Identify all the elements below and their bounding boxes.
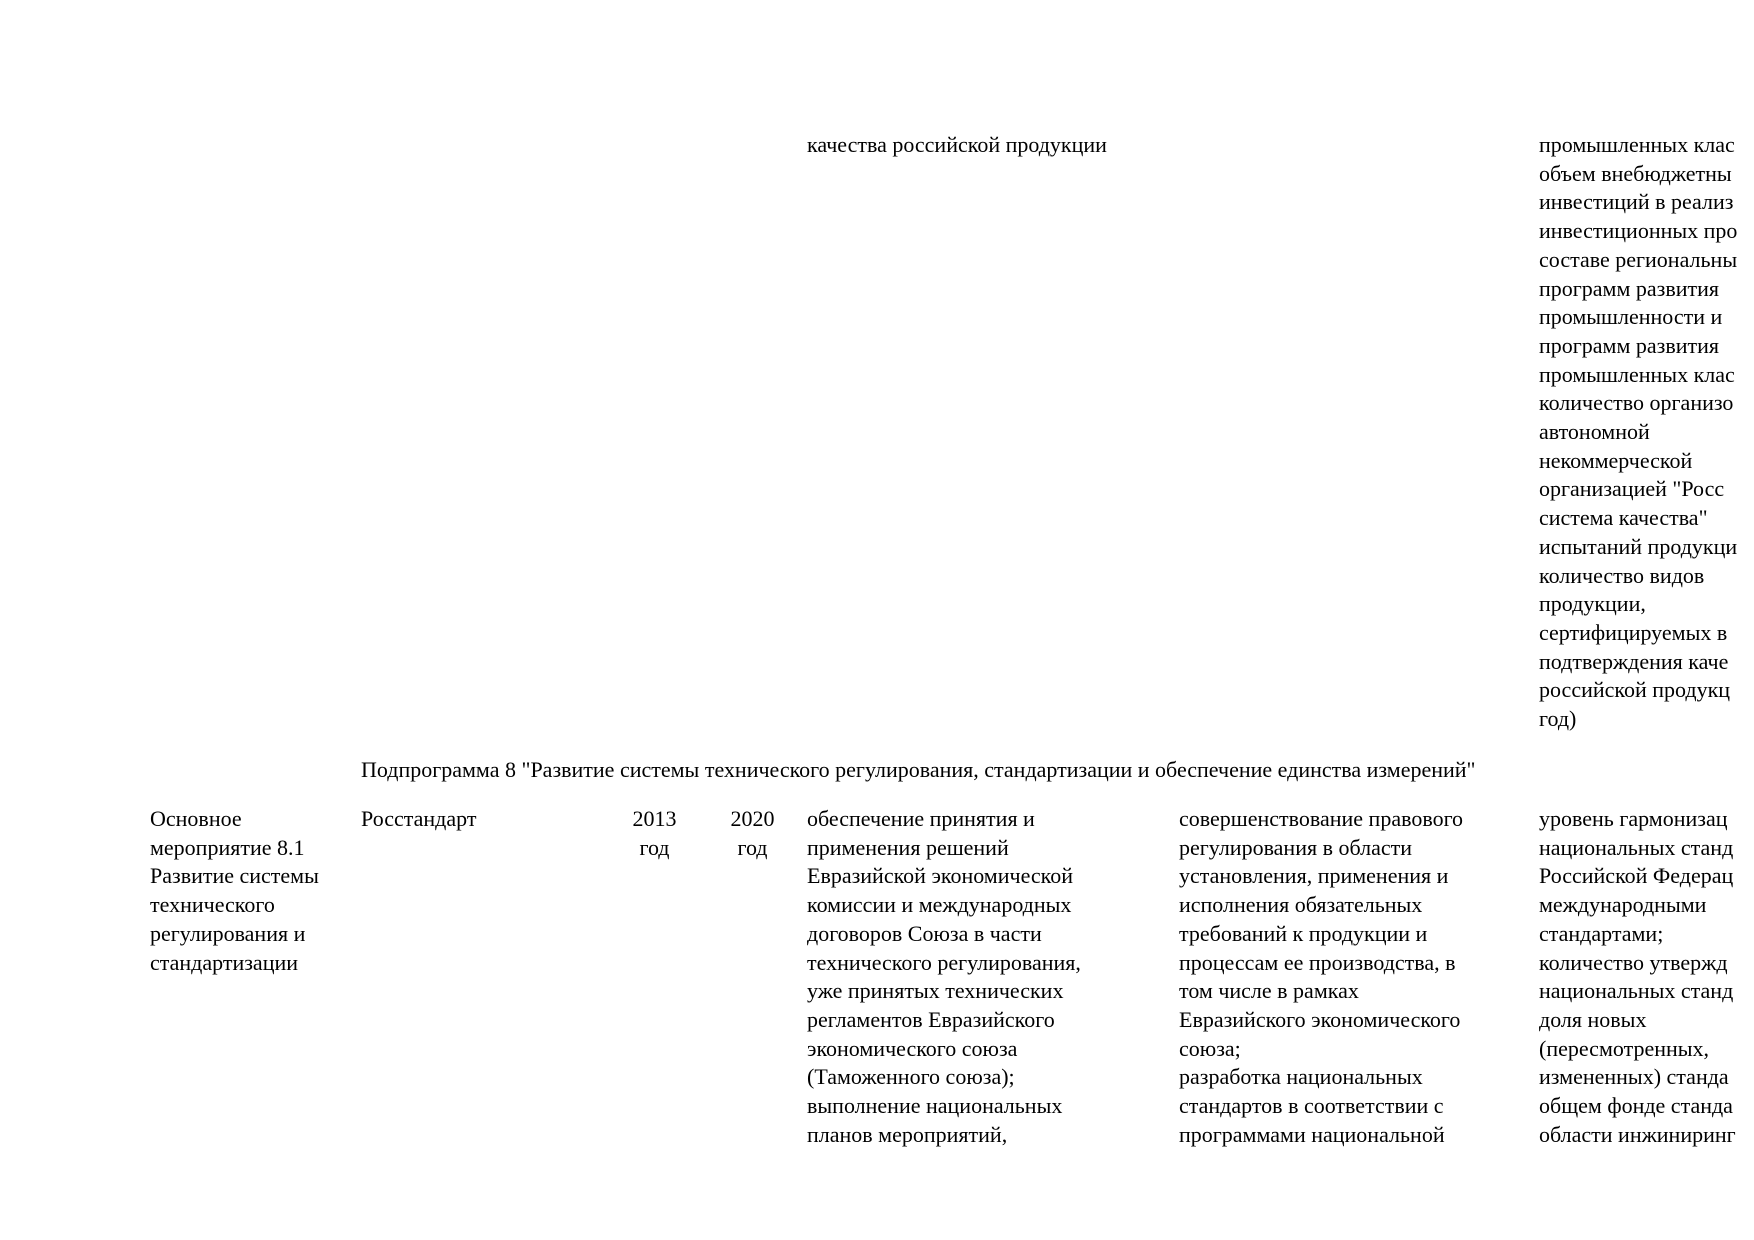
subprogram-heading: Подпрограмма 8 "Развитие системы технического регулирования, стандартизации и обеспечение единства измерений" xyxy=(361,757,1476,782)
indicators-cell: уровень гармонизац национальных станд Российской Федерац международными стандартами; количество утвержд национальных станд доля новых (пересмотренных, измененных) станда общем фонде станда области инжиниринг xyxy=(1539,806,1736,1147)
main-activity-title-cell: Основное мероприятие 8.1 Развитие системы технического регулирования и стандартизации xyxy=(150,806,319,975)
responsible-executor-cell: Росстандарт xyxy=(361,806,477,831)
expected-result-cell: обеспечение принятия и применения решений Евразийской экономической комиссии и международных договоров Союза в части технического регулирования, уже принятых технических регламентов Евразийского экономического союза (Таможенного союза); выполнение национальных планов мероприятий, xyxy=(807,806,1081,1147)
start-year-cell: 2013 год xyxy=(632,806,677,860)
end-year-cell: 2020 год xyxy=(730,806,775,860)
continued-indicators-cell: промышленных клас объем внебюджетны инвестиций в реализ инвестиционных про составе региональны программ развития промышленности и программ развития промышленных клас количество организо автономной некоммерческой организацией "Росс система качества" испытаний продукци количество видов продукции, сертифицируемых в подтверждения каче российской продукц год) xyxy=(1539,132,1738,732)
implementation-directions-cell: совершенствование правового регулирования в области установления, применения и исполнения обязательных требований к продукции и процессам ее производства, в том числе в рамках Евразийского экономического союза; разработка национальных стандартов в соответствии с программами национальной xyxy=(1179,806,1464,1147)
continued-goal-cell: качества российской продукции xyxy=(807,132,1107,157)
